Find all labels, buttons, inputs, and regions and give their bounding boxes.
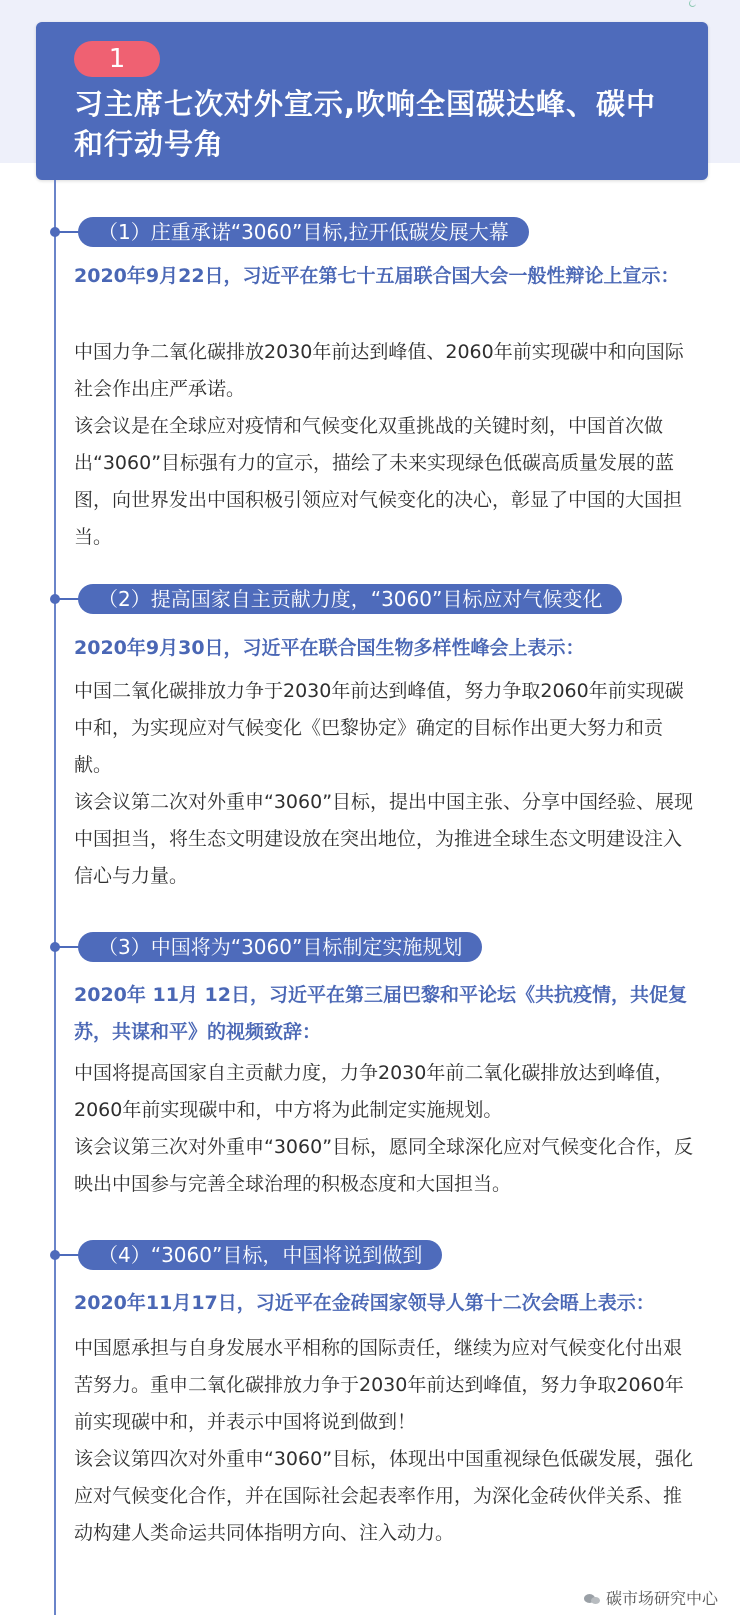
chapter-title: 习主席七次对外宣示,吹响全国碳达峰、碳中和行动号角: [74, 87, 657, 161]
statement-text: 中国二氧化碳排放力争于2030年前达到峰值，努力争取2060年前实现碳中和，为实现应对气候变化《巴黎协定》确定的目标作出更大努力和贡献。: [74, 680, 684, 776]
event-date-line: 2020年11月17日，习近平在金砖国家领导人第十二次会晤上表示：: [74, 1292, 655, 1314]
event-date-line: 2020年 11月 12日，习近平在第三届巴黎和平论坛《共抗疫情，共促复苏，共谋和平》的视频致辞：: [74, 984, 687, 1043]
watermark-text: 碳市场研究中心: [605, 1589, 718, 1608]
statement-text: 中国愿承担与自身发展水平相称的国际责任，继续为应对气候变化付出艰苦努力。重申二氧化碳排放力争于2030年前达到峰值，努力争取2060年前实现碳中和，并表示中国将说到做到！: [74, 1337, 684, 1433]
timeline-connector: [58, 946, 80, 948]
timeline-connector: [58, 598, 80, 600]
decorative-mark: [689, 0, 696, 7]
event-date-line: 2020年9月30日，习近平在联合国生物多样性峰会上表示：: [74, 637, 585, 659]
commentary-text: 该会议是在全球应对疫情和气候变化双重挑战的关键时刻，中国首次做出“3060”目标强有力的宣示，描绘了未来实现绿色低碳高质量发展的蓝图，向世界发出中国积极引领应对气候变化的决心，彰显了中国的大国担当。: [74, 415, 683, 548]
commentary-text: 该会议第三次对外重申“3060”目标，愿同全球深化应对气候变化合作，反映出中国参与完善全球治理的积极态度和大国担当。: [74, 1136, 694, 1195]
statement-text: 中国力争二氧化碳排放2030年前达到峰值、2060年前实现碳中和向国际社会作出庄严承诺。: [74, 341, 684, 400]
commentary-text: 该会议第四次对外重申“3060”目标，体现出中国重视绿色低碳发展，强化应对气候变化合作，并在国际社会起表率作用，为深化金砖伙伴关系、推动构建人类命运共同体指明方向、注入动力。: [74, 1448, 694, 1544]
section-label-pill: （1）庄重承诺“3060”目标,拉开低碳发展大幕: [78, 217, 529, 247]
source-watermark: [584, 1589, 718, 1609]
section-label-pill: （4）“3060”目标，中国将说到做到: [78, 1240, 442, 1270]
chapter-header-card: [36, 22, 708, 180]
event-date-line: 2020年9月22日，习近平在第七十五届联合国大会一般性辩论上宣示：: [74, 265, 680, 287]
wechat-icon: [584, 1592, 602, 1606]
timeline-connector: [58, 1254, 80, 1256]
timeline-line: [54, 180, 56, 1615]
section-label-pill: （3）中国将为“3060”目标制定实施规划: [78, 932, 482, 962]
timeline-connector: [58, 231, 80, 233]
chapter-number-badge: 1: [74, 41, 160, 77]
statement-text: 中国将提高国家自主贡献力度，力争2030年前二氧化碳排放达到峰值，2060年前实现碳中和，中方将为此制定实施规划。: [74, 1062, 674, 1121]
section-label-pill: （2）提高国家自主贡献力度，“3060”目标应对气候变化: [78, 584, 622, 614]
commentary-text: 该会议第二次对外重申“3060”目标，提出中国主张、分享中国经验、展现中国担当，将生态文明建设放在突出地位，为推进全球生态文明建设注入信心与力量。: [74, 791, 694, 887]
